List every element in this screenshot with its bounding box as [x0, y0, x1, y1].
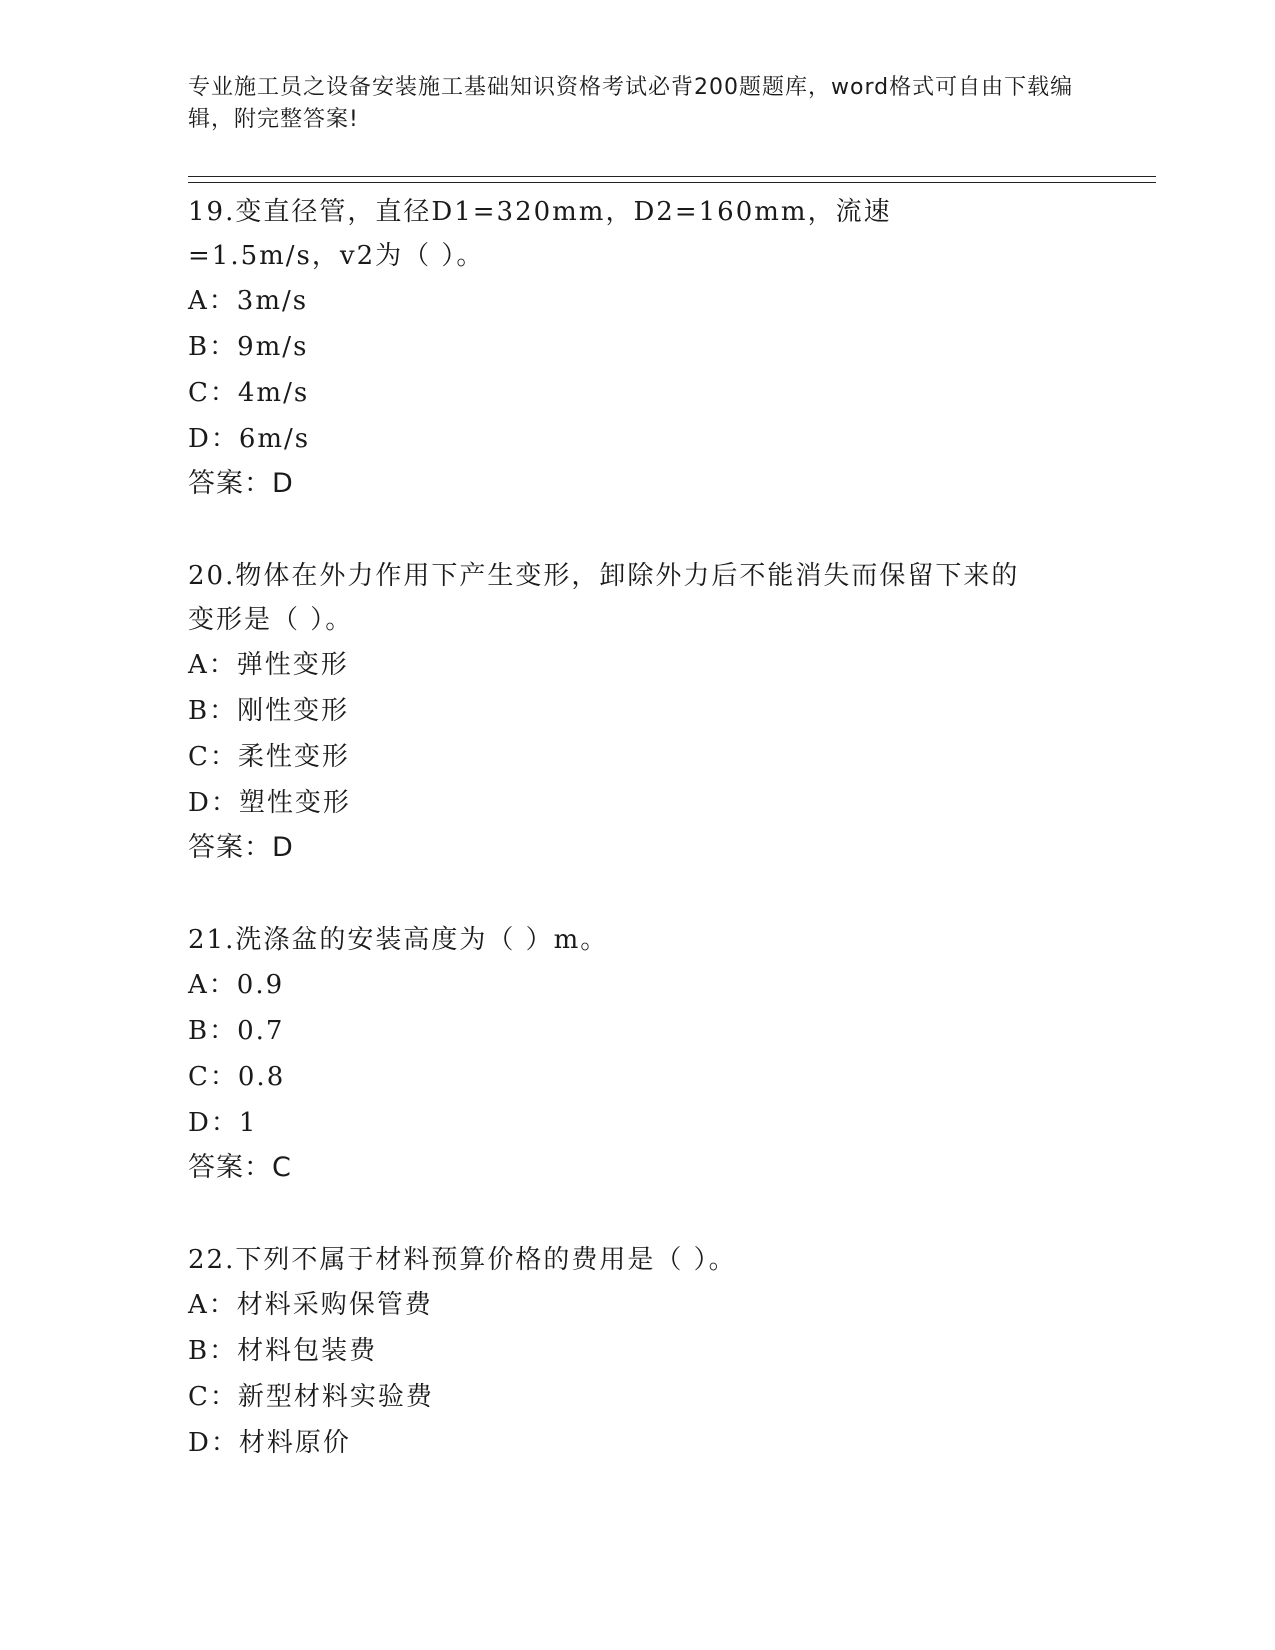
question-20	[188, 554, 1108, 870]
answer: 答案：C	[188, 1152, 292, 1183]
question-22	[188, 1238, 1108, 1466]
option-c: C：新型材料实验费	[188, 1382, 434, 1412]
option-c: C：0.8	[188, 1062, 286, 1092]
option-a: A：0.9	[188, 970, 285, 1000]
question-spacer	[188, 870, 1108, 918]
question-spacer	[188, 1190, 1108, 1238]
option-d: D：材料原价	[188, 1428, 351, 1458]
option-d: D：塑性变形	[188, 788, 351, 818]
question-19	[188, 190, 1108, 506]
option-b: B：9m/s	[188, 332, 309, 362]
option-a: A：材料采购保管费	[188, 1290, 433, 1320]
answer: 答案：D	[188, 468, 294, 499]
question-text: 19.变直径管，直径D1=320mm，D2=160mm，流速=1.5m/s，v2为（ ）。	[188, 197, 892, 271]
header-divider-bottom	[188, 182, 1156, 183]
question-list	[188, 190, 1108, 1466]
option-a: A：弹性变形	[188, 650, 349, 680]
document-header: 专业施工员之设备安装施工基础知识资格考试必背200题题库，word格式可自由下载编辑，附完整答案!	[188, 75, 1074, 132]
question-text: 21.洗涤盆的安装高度为（ ）m。	[188, 925, 609, 955]
question-spacer	[188, 506, 1108, 554]
answer: 答案：D	[188, 832, 294, 863]
header-divider-top	[188, 176, 1156, 177]
option-d: D：1	[188, 1108, 258, 1138]
option-c: C：柔性变形	[188, 742, 350, 772]
option-b: B：刚性变形	[188, 696, 350, 726]
question-text: 20.物体在外力作用下产生变形，卸除外力后不能消失而保留下来的变形是（ ）。	[188, 561, 1020, 635]
option-b: B：材料包装费	[188, 1336, 378, 1366]
question-text: 22.下列不属于材料预算价格的费用是（ ）。	[188, 1245, 737, 1275]
option-c: C：4m/s	[188, 378, 310, 408]
option-d: D：6m/s	[188, 424, 311, 454]
question-21	[188, 918, 1108, 1190]
option-a: A：3m/s	[188, 286, 309, 316]
option-b: B：0.7	[188, 1016, 285, 1046]
